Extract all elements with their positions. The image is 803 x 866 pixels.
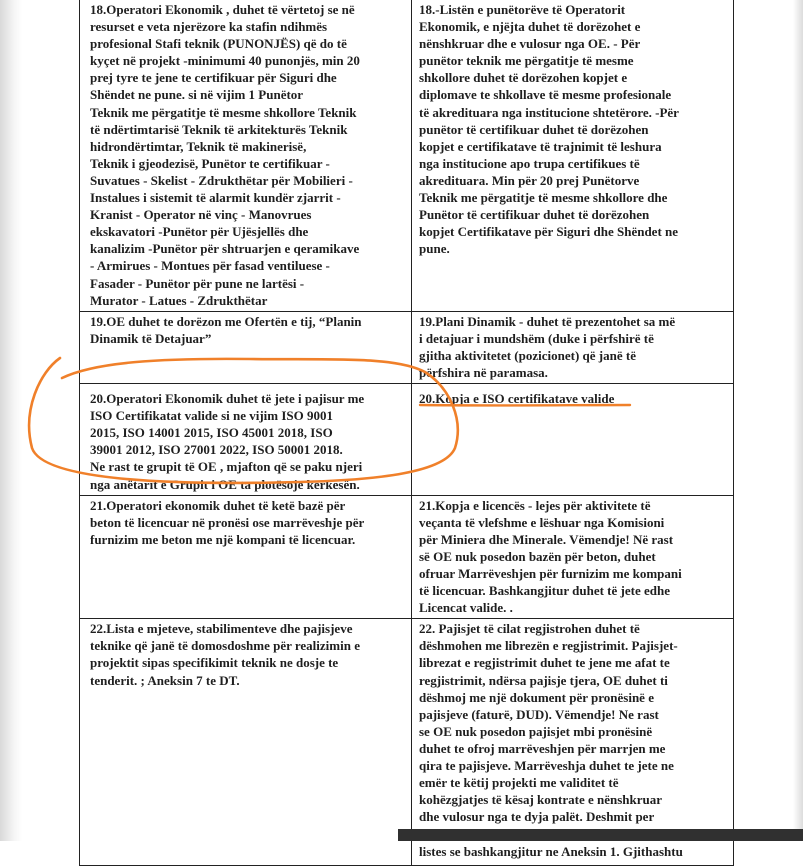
requirement-text: 22.Lista e mjeteve, stabilimenteve dhe pajisjeve teknike që janë të domosdoshme për realizimin e projektit sipas specifikimit teknik ne dosje te tenderit. ; Aneksin 7 te DT. xyxy=(90,620,405,688)
evidence-text: 21.Kopja e licencës - lejes për aktivitete të veçanta të vlefshme e lëshuar nga Komisioni për Miniera dhe Minerale. Vëmendje! Në rast së OE nuk posedon bazën për beton, duhet ofruar Marrëveshjen për furnizim me kompani të licencuar. Bashkangjitur duhet të jete edhe Licencat valide. . xyxy=(419,497,727,617)
evidence-text: 18.-Listën e punëtorëve të Operatorit Ekonomik, e njëjta duhet të dorëzohet e nënshkruar dhe e vulosur nga OE. - Për punëtor teknik me përgatitje të mesme shkollore duhet të dorëzohen kopjet e diplomave te shkollave të mesme profesionale të akredituara nga institucione shtetërore. -Për punëtor të certifikuar duhet të dorëzohen kopjet e certifikatave të trajnimit të leshura nga institucione apo trupa certifikues të akredituara. Min për 20 prej Punëtorve Teknik me përgatitje të mesme shkollore dhe Punëtor të certifikuar duhet të dorëzohen kopjet Certifikatave për Siguri dhe Shëndet ne pune. xyxy=(419,1,727,257)
evidence-text: 19.Plani Dinamik - duhet të prezentohet sa më i detajuar i mundshëm (duke i përfshirë të gjitha aktivitetet (pozicionet) që janë të përfshira në paramasa. xyxy=(419,313,727,381)
window-bottom-bar xyxy=(398,829,803,841)
requirement-cell xyxy=(80,0,412,311)
requirement-cell xyxy=(80,495,412,619)
requirement-text: 21.Operatori ekonomik duhet të ketë bazë për beton të licencuar në pronësi ose marrëveshje për furnizim me beton me një kompani të licencuar. xyxy=(90,497,405,548)
evidence-cell xyxy=(412,495,734,619)
page-shadow-left xyxy=(0,0,22,841)
table-row xyxy=(80,0,734,311)
table-row xyxy=(80,311,734,383)
evidence-text: 20.Kopja e ISO certifikatave valide xyxy=(419,384,727,407)
requirement-text: 20.Operatori Ekonomik duhet të jete i pajisur me ISO Certifikatat valide si ne vijim ISO 9001 2015, ISO 14001 2015, ISO 45001 2018, ISO 39001 2012, ISO 27001 2022, ISO 50001 2018. Ne rast te grupit të OE , mjafton që se paku njeri nga anëtarit e Grupit i OE ta plotësoje kërkesën. xyxy=(90,384,405,493)
requirement-text: 18.Operatori Ekonomik , duhet të vërtetoj se në resurset e veta njerëzore ka stafin ndihmës profesional Stafi teknik (PUNONJËS) që do të kyçet në projekt -minimumi 40 punonjës, min 20 prej tyre te jene te certifikuar për Siguri dhe Shëndet ne pune. si në vijim 1 Punëtor Teknik me përgatitje të mesme shkollore Teknik të ndërtimtarisë Teknik të arkitekturës Teknik hidrondërtimtar, Teknik të makinerisë, Teknik i gjeodezisë, Punëtor te certifikuar - Suvatues - Skelist - Zdrukthëtar për Mobilieri - Instalues i sistemit të alarmit kundër zjarrit - Kranist - Operator në vinç - Manovrues ekskavatori -Punëtor për Ujësjellës dhe kanalizim -Punëtor për shtruarjen e qeramikave - Armirues - Montues për fasad ventiluese - Fasader - Punëtor për pune ne lartësi - Murator - Latues - Zdrukthëtar xyxy=(90,1,405,309)
table-row xyxy=(80,384,734,496)
requirement-cell xyxy=(80,384,412,496)
page-shadow-right xyxy=(793,0,803,841)
evidence-text: 22. Pajisjet të cilat regjistrohen duhet të dëshmohen me librezën e regjistrimit. Pajisjet- librezat e regjistrimit duhet te jene me afat te regjistrimit, ndërsa pajisje tjera, OE duhet ti dëshmoj me një dokument për pronësinë e pajisjeve (faturë, DUD). Vëmendje! Ne rast se OE nuk posedon pajisjet mbi pronësinë duhet te ofroj marrëveshjen për marrjen me qira te pajisjeve. Marrëveshja duhet te jete ne emër te këtij projekti me validitet të kohëzgjatjes të kësaj kontrate e nënshkruar dhe vulosur nga te dyja palët. Deshmit per listes se bashkangjitur ne Aneksin 1. Gjithashtu xyxy=(419,620,727,859)
table-row xyxy=(80,495,734,619)
evidence-cell xyxy=(412,311,734,383)
evidence-cell xyxy=(412,384,734,496)
requirement-cell xyxy=(80,311,412,383)
evidence-cell xyxy=(412,0,734,311)
requirements-table xyxy=(79,0,734,866)
requirement-cell xyxy=(80,619,412,866)
requirement-text: 19.OE duhet te dorëzon me Ofertën e tij, “Planin Dinamik të Detajuar” xyxy=(90,313,405,347)
